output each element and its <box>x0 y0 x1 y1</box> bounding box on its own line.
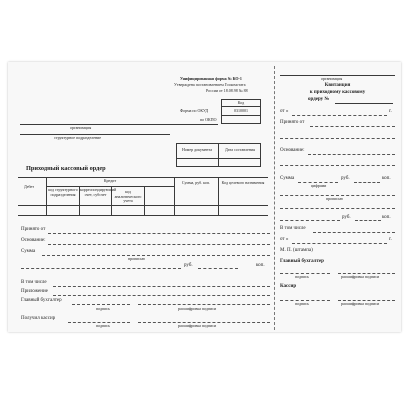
chief-accountant-decoding-line[interactable] <box>138 304 270 305</box>
receipt-received-from-line[interactable] <box>310 126 395 127</box>
received-from-line[interactable] <box>48 233 270 234</box>
chief-accountant-signature-line[interactable] <box>72 304 130 305</box>
receipt-kop-label-2: коп. <box>382 215 391 220</box>
receipt-date-line[interactable] <box>292 115 387 116</box>
basis-label: Основание: <box>21 238 46 243</box>
chief-decoding-caption: расшифровка подписи <box>178 306 217 311</box>
cashier-received-label: Получил кассир <box>21 316 56 321</box>
sum-in-words-caption: прописью <box>128 256 146 261</box>
doc-number-field[interactable] <box>176 158 218 167</box>
receipt-subtitle: к приходному кассовому <box>309 90 366 95</box>
purpose-code-cell[interactable] <box>218 205 268 215</box>
receipt-basis-line[interactable] <box>308 154 395 155</box>
kop-label: коп. <box>256 263 265 268</box>
table-header-purpose-code: Код целевого назначения <box>221 180 265 185</box>
receipt-year-suffix-2: г. <box>389 237 392 242</box>
code-header: Код <box>237 100 245 105</box>
receipt-chief-decoding-caption: расшифровка подписи <box>341 274 380 279</box>
receipt-received-from-line-2[interactable] <box>280 138 395 139</box>
receipt-cashier-decoding-caption: расшифровка подписи <box>341 301 380 306</box>
okpo-label: по ОКПО <box>200 117 217 122</box>
receipt-sum-label: Сумма <box>280 176 295 181</box>
receipt-digits-caption: цифрами <box>311 183 327 188</box>
receipt-cashier-label: Кассир <box>280 284 297 289</box>
receipt-cashier-signature-caption: подпись <box>295 301 309 306</box>
doc-date-field[interactable] <box>218 158 261 167</box>
table-header-corr-account: корреспондирующий счет, субсчет <box>80 187 117 197</box>
organization-caption: организация <box>70 125 92 130</box>
receipt-kop-line[interactable] <box>354 182 380 183</box>
receipt-rub-label-2: руб. <box>342 215 351 220</box>
receipt-kop-line-2[interactable] <box>355 220 381 221</box>
chief-signature-caption: подпись <box>96 306 110 311</box>
received-from-label: Принято от <box>21 227 46 232</box>
table-header-sum: Сумма, руб. коп. <box>181 180 211 185</box>
receipt-from-prefix-2: от « <box>280 237 289 242</box>
table-top-border <box>18 177 268 178</box>
receipt-order-no-label: ордеру № <box>308 97 330 102</box>
receipt-organization-caption: организация <box>321 76 343 81</box>
receipt-basis-label: Основание: <box>280 148 305 153</box>
cashier-signature-caption: подпись <box>96 323 110 328</box>
receipt-sum-words-line-2[interactable] <box>280 208 395 209</box>
okud-code: 0310001 <box>234 108 248 113</box>
doc-number-header: Номер документа <box>181 147 212 152</box>
including-line[interactable] <box>53 286 270 287</box>
form-title: Унифицированная форма № КО-1 <box>180 76 242 81</box>
receipt-kop-label: коп. <box>382 176 391 181</box>
debit-cell[interactable] <box>18 205 46 215</box>
receipt-basis-line-2[interactable] <box>280 165 395 166</box>
chief-accountant-label: Главный бухгалтер <box>21 298 62 303</box>
receipt-from-prefix: от « <box>280 109 289 114</box>
including-label: В том числе <box>21 280 47 285</box>
corr-account-cell[interactable] <box>79 205 111 215</box>
receipt-words-caption: прописью <box>326 196 344 201</box>
receipt-title: Квитанция <box>324 83 351 88</box>
receipt-including-label: В том числе <box>280 226 306 231</box>
doc-date-header: Дата составления <box>225 147 255 152</box>
approved-date-text: России от 18.08.98 № 88 <box>206 88 248 93</box>
subdivision-caption: структурное подразделение <box>54 135 102 140</box>
table-header-analytic-code: код аналитического учета <box>114 189 142 204</box>
table-header-debit: Дебет <box>24 184 35 189</box>
table-bottom-border <box>18 215 268 216</box>
attachment-label: Приложение <box>21 289 48 294</box>
receipt-including-line[interactable] <box>313 232 395 233</box>
receipt-stamp-label: М. П. (штампа) <box>280 248 313 253</box>
cut-line <box>274 66 275 330</box>
receipt-chief-accountant-label: Главный бухгалтер <box>280 259 324 264</box>
rub-label: руб. <box>184 263 193 268</box>
sum-cell[interactable] <box>174 205 218 215</box>
sum-words-line[interactable] <box>42 255 270 256</box>
okud-label: Форма по ОКУД <box>180 108 209 113</box>
receipt-received-from-label: Принято от <box>280 120 305 125</box>
table-header-division-code: код структурного подразделения <box>48 187 78 197</box>
document-title: Приходный кассовый ордер <box>26 165 106 172</box>
table-header-credit: Кредит <box>103 178 117 183</box>
receipt-sum-words-line-3[interactable] <box>280 220 340 221</box>
organization-line[interactable] <box>20 124 218 125</box>
receipt-rub-label: руб. <box>341 176 350 181</box>
sum-words-line-2[interactable] <box>21 268 181 269</box>
receipt-order-no-line[interactable] <box>335 103 393 104</box>
basis-line[interactable] <box>48 244 270 245</box>
approved-by-text: Утверждена постановлением Госкомстата <box>174 82 246 87</box>
cash-receipt-order-form <box>8 62 401 332</box>
attachment-line[interactable] <box>53 295 270 296</box>
empty-cell[interactable] <box>144 205 174 215</box>
receipt-date-line-2[interactable] <box>292 243 387 244</box>
sum-label: Сумма <box>21 249 36 254</box>
receipt-chief-signature-caption: подпись <box>295 274 309 279</box>
analytic-code-cell[interactable] <box>111 205 144 215</box>
division-code-cell[interactable] <box>46 205 79 215</box>
kop-amount-line[interactable] <box>198 268 238 269</box>
cashier-decoding-caption: расшифровка подписи <box>178 323 217 328</box>
receipt-year-suffix: г. <box>389 109 392 114</box>
